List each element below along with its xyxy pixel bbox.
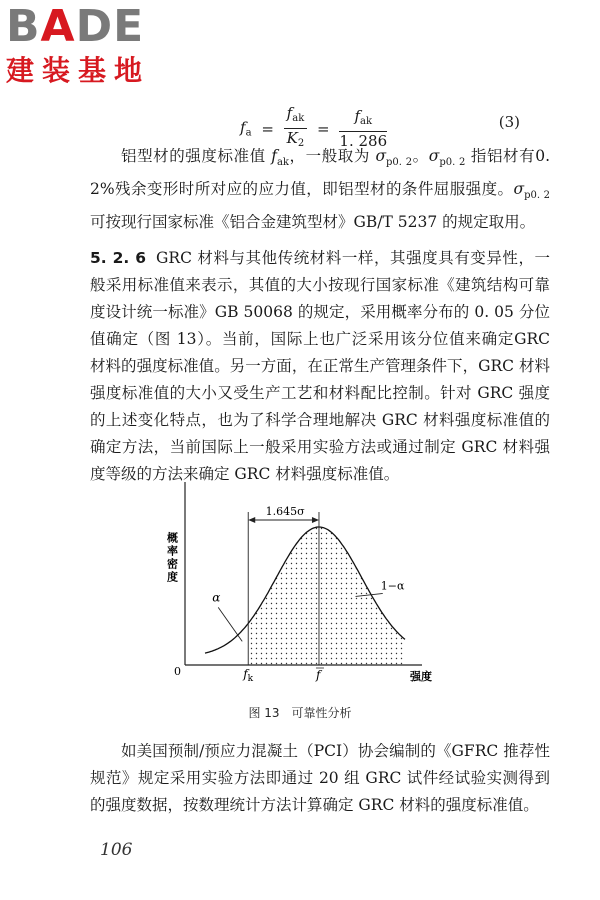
paragraph-5-2-6: 5. 2. 6 GRC 材料与其他传统材料一样，其强度具有变异性，一般采用标准值来表示，其值的大小按现行国家标准《建筑结构可靠度设计统一标准》GB 50068 的规定，采用概率分布的 0. 05 分位值确定（图 13）。当前，国际上也广泛采用该分位值来确定GRC 材料的强度标准值。另一方面，在正常生产管理条件下，GRC 材料强度标准值的大小又受生产工艺和材料配比控制。针对 GRC 强度的上述变化特点，也为了科学合理地解决 GRC 材料强度标准值的确定方法，当前国际上一般采用实验方法或通过制定 GRC 材料强度等级的方法来确定 GRC 材料强度标准值。 (90, 249, 550, 483)
logo-wordmark: BADE (6, 1, 145, 52)
sigma-label: 1.645σ (265, 505, 305, 518)
fbar-label: f (315, 668, 321, 682)
alpha-label: α (212, 590, 221, 605)
section-number: 5. 2. 6 (90, 249, 147, 267)
tail-region-fill (248, 527, 405, 665)
paragraph-pci: 如美国预制/预应力混凝土（PCI）协会编制的《GFRC 推荐性规范》规定采用实验方法即通过 20 组 GRC 试件经试验实测得到的强度数据，按数理统计方法计算确定 GRC 材料的强度标准值。 (90, 742, 550, 814)
reliability-chart (160, 482, 460, 692)
brand-logo (6, 1, 176, 94)
sigma-arrowhead-right (312, 517, 319, 523)
alpha-leader (218, 607, 242, 641)
paragraph-aluminum-strength: 铝型材的强度标准值 $f_{ak}$，一般取为 $\sigma_{p0. 2}$。$\sigma_{p0. 2}$ 指铝材有0. 2%残余变形时所对应的应力值，即铝型材的条件屈服强度。$\sigma_{p0. 2}$ 可按现行国家标准《铝合金建筑型材》GB/T 5237 的规定取用。 (90, 147, 550, 232)
fk-label: $f_k$ (243, 667, 254, 684)
figure-caption: 图 13 可靠性分析 (248, 706, 352, 720)
origin-label: 0 (174, 665, 181, 678)
formula-3: $f_a$ = $\frac{f_{ak}}{K_2}$ = $\frac{f_{ak}}{1. 286}$ (3) (240, 104, 520, 150)
logo-subtitle: 建装基地 (6, 54, 151, 87)
x-axis-label: 强度 (410, 670, 432, 683)
y-axis-label: 概率密度 (165, 532, 179, 584)
one-minus-alpha-label: 1−α (380, 579, 405, 593)
equation-number: (3) (498, 113, 520, 131)
page-number: 106 (100, 840, 133, 860)
sigma-arrowhead-left (248, 517, 255, 523)
